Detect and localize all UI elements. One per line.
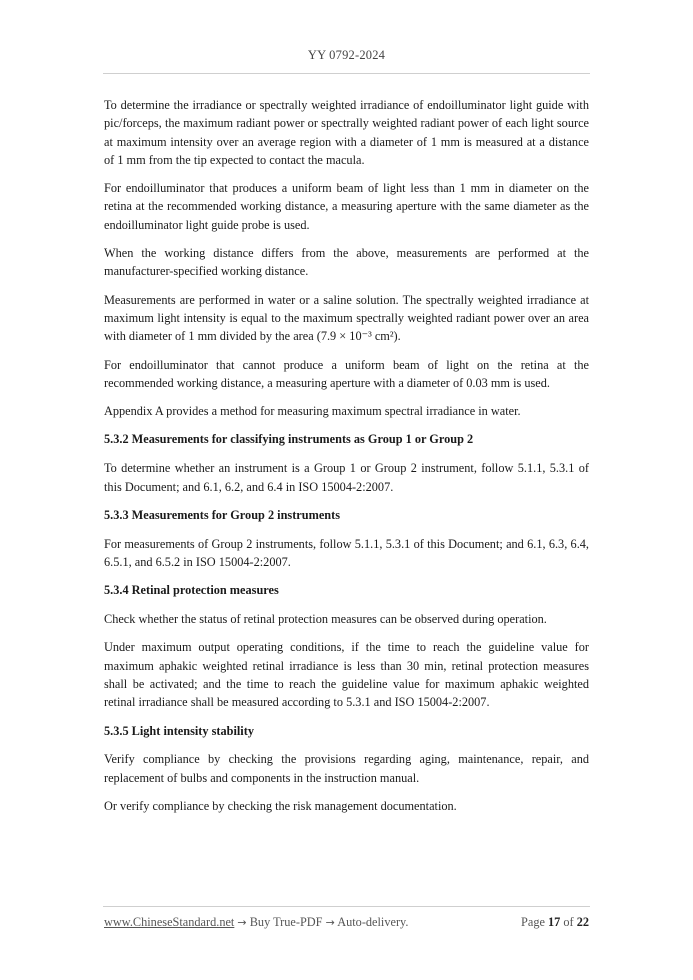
delivery-text: Auto-delivery. xyxy=(337,915,409,929)
page-current: 17 xyxy=(548,915,561,929)
section-heading-5-3-3: 5.3.3 Measurements for Group 2 instruments xyxy=(104,507,341,522)
section-heading-5-3-5: 5.3.5 Light intensity stability xyxy=(104,723,254,738)
paragraph: To determine the irradiance or spectrally weighted irradiance of endoilluminator light guide with pic/forceps, the maximum radiant power or spectrally weighted radiant power of each light source at maximum intensity over an average region with a diameter of 1 mm is measured at a distance of 1 mm from the tip expected to contact the macula. xyxy=(104,98,589,167)
arrow-right-icon: → xyxy=(325,916,335,929)
paragraph: Verify compliance by checking the provisions regarding aging, maintenance, repair, and replacement of bulbs and components in the instruction manual. xyxy=(104,752,589,785)
buy-text: Buy True-PDF xyxy=(249,915,323,929)
page-label: Page xyxy=(521,915,545,929)
paragraph: Measurements are performed in water or a saline solution. The spectrally weighted irradiance at maximum light intensity is equal to the maximum spectrally weighted radiant power over an area with diameter of 1 mm divided by the area (7.9 × 10⁻³ cm²). xyxy=(104,292,589,344)
paragraph: To determine whether an instrument is a Group 1 or Group 2 instrument, follow 5.1.1, 5.3.1 of this Document; and 6.1, 6.2, and 6.4 in ISO 15004-2:2007. xyxy=(104,461,589,494)
document-body xyxy=(104,96,589,825)
page-footer xyxy=(104,915,589,930)
arrow-right-icon: → xyxy=(237,916,247,929)
paragraph: For endoilluminator that cannot produce a uniform beam of light on the retina at the recommended working distance, a measuring aperture with a diameter of 0.03 mm is used. xyxy=(104,357,589,390)
page-header: YY 0792-2024 xyxy=(307,48,386,62)
paragraph: For endoilluminator that produces a uniform beam of light less than 1 mm in diameter on the retina at the recommended working distance, a measuring aperture with the same diameter as the endoilluminator light guide probe is used. xyxy=(104,181,589,232)
section-heading-5-3-4: 5.3.4 Retinal protection measures xyxy=(104,583,279,598)
section-heading-5-3-2: 5.3.2 Measurements for classifying instruments as Group 1 or Group 2 xyxy=(104,432,474,447)
site-link[interactable]: www.ChineseStandard.net xyxy=(104,915,235,929)
of-label: of xyxy=(563,915,574,929)
paragraph: Or verify compliance by checking the risk management documentation. xyxy=(104,798,457,813)
footer-divider xyxy=(103,906,590,907)
page-total: 22 xyxy=(576,915,589,929)
page-number xyxy=(521,915,589,930)
footer-promo xyxy=(104,915,408,930)
paragraph: Appendix A provides a method for measuring maximum spectral irradiance in water. xyxy=(104,404,521,419)
paragraph: For measurements of Group 2 instruments, follow 5.1.1, 5.3.1 of this Document; and 6.1, 6.3, 6.4, 6.5.1, and 6.5.2 in ISO 15004-2:2007. xyxy=(104,536,589,569)
paragraph: Check whether the status of retinal protection measures can be observed during operation. xyxy=(104,612,547,627)
paragraph: When the working distance differs from the above, measurements are performed at the manufacturer-specified working distance. xyxy=(104,246,589,279)
paragraph: Under maximum output operating conditions, if the time to reach the guideline value for maximum aphakic weighted retinal irradiance is less than 30 min, retinal protection measures shall be activated; and the time to reach the guideline value for maximum aphakic weighted retinal irradiance shall be measured according to 5.3.1 and ISO 15004-2:2007. xyxy=(104,640,589,710)
header-divider xyxy=(103,73,590,74)
